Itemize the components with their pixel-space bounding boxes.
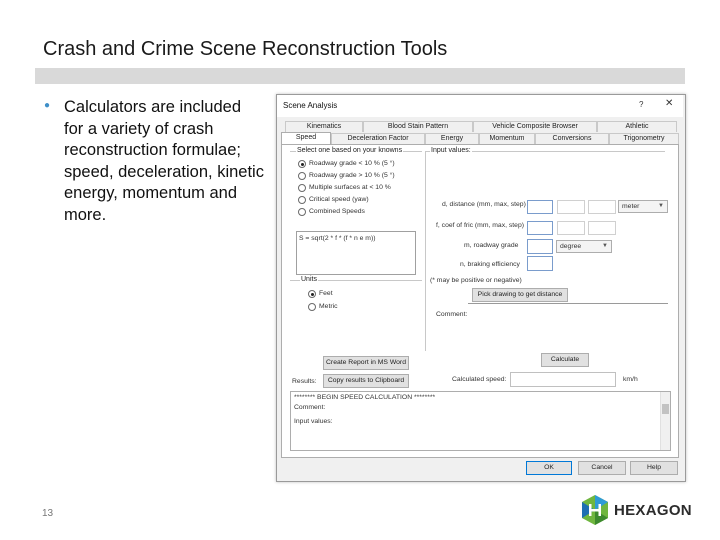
formula-text: S = sqrt(2 * f * (f * n e m)) — [299, 235, 376, 242]
known-group-title: Select one based on your knowns — [297, 147, 403, 154]
pick-drawing-button[interactable]: Pick drawing to get distance — [472, 288, 568, 302]
bullet-text: Calculators are included for a variety of crash reconstruction formulae; speed, deceleration, kinetic energy, momentum and more. — [64, 98, 264, 224]
option-4-label: Critical speed (yaw) — [309, 196, 369, 203]
results-label: Results: — [292, 378, 317, 385]
tab-momentum[interactable]: Momentum — [479, 133, 535, 144]
hexagon-logo-text: HEXAGON — [614, 502, 692, 519]
create-report-button[interactable]: Create Report in MS Word — [323, 356, 409, 370]
distance-unit-value: meter — [622, 203, 640, 210]
grade-input[interactable] — [527, 239, 553, 254]
page-number: 13 — [42, 508, 54, 519]
tab-conversions[interactable]: Conversions — [535, 133, 609, 144]
copy-results-button[interactable]: Copy results to Clipboard — [323, 374, 409, 388]
option-1-label: Roadway grade < 10 % (5 °) — [309, 160, 395, 167]
braking-input[interactable] — [527, 256, 553, 271]
dialog-title-bar — [277, 95, 683, 117]
grade-note: (* may be positive or negative) — [430, 277, 522, 284]
formula-box — [296, 231, 416, 275]
feet-label: Feet — [319, 290, 333, 297]
tab-trigonometry[interactable]: Trigonometry — [609, 133, 679, 144]
units-group-title: Units — [301, 276, 317, 283]
radio-metric[interactable] — [308, 303, 316, 311]
calculated-speed-output — [510, 372, 616, 387]
hexagon-logo-icon — [580, 494, 610, 526]
tab-kinematics[interactable]: Kinematics — [285, 121, 363, 132]
distance-step-input[interactable] — [588, 200, 616, 214]
results-line-2: Comment: — [294, 404, 326, 411]
tab-vehicle-composite-browser[interactable]: Vehicle Composite Browser — [473, 121, 597, 132]
calculate-button[interactable]: Calculate — [541, 353, 589, 367]
tab-blood-stain-pattern[interactable]: Blood Stain Pattern — [363, 121, 473, 132]
scrollbar-thumb[interactable] — [662, 404, 669, 414]
tab-energy[interactable]: Energy — [425, 133, 479, 144]
slide-title: Crash and Crime Scene Reconstruction Tools — [43, 38, 448, 60]
bullet-icon: ● — [44, 100, 51, 111]
braking-field-label: n, braking efficiency — [460, 261, 520, 268]
grade-unit-select[interactable] — [556, 240, 612, 253]
cancel-button[interactable]: Cancel — [578, 461, 626, 475]
help-button[interactable]: Help — [630, 461, 678, 475]
distance-field-label: d, distance (mm, max, step) — [442, 201, 526, 208]
tab-speed[interactable]: Speed — [281, 132, 331, 145]
results-line-3: Input values: — [294, 418, 333, 425]
input-group-left-border — [425, 151, 426, 351]
speed-tab-panel — [281, 144, 679, 458]
help-icon[interactable]: ? — [639, 100, 644, 109]
results-textarea[interactable] — [290, 391, 671, 451]
friction-step-input[interactable] — [588, 221, 616, 235]
results-scrollbar[interactable] — [660, 392, 670, 450]
distance-min-input[interactable] — [527, 200, 553, 214]
comment-label: Comment: — [436, 311, 468, 318]
tab-deceleration-factor[interactable]: Deceleration Factor — [331, 133, 425, 144]
radio-option-2[interactable] — [298, 172, 306, 180]
speed-unit-label: km/h — [623, 376, 638, 383]
chevron-down-icon: ▼ — [602, 243, 608, 249]
chevron-down-icon: ▼ — [658, 203, 664, 209]
close-icon[interactable]: ✕ — [665, 98, 674, 109]
comment-input[interactable] — [468, 303, 668, 304]
radio-option-1[interactable] — [298, 160, 306, 168]
radio-option-5[interactable] — [298, 208, 306, 216]
calculated-speed-label: Calculated speed: — [452, 376, 507, 383]
grade-field-label: m, roadway grade — [464, 242, 519, 249]
scene-analysis-dialog — [276, 94, 686, 482]
ok-button[interactable]: OK — [526, 461, 572, 475]
dialog-title: Scene Analysis — [283, 101, 338, 110]
option-5-label: Combined Speeds — [309, 208, 365, 215]
tab-athletic[interactable]: Athletic — [597, 121, 677, 132]
friction-min-input[interactable] — [527, 221, 553, 235]
distance-max-input[interactable] — [557, 200, 585, 214]
option-3-label: Multiple surfaces at < 10 % — [309, 184, 391, 191]
option-2-label: Roadway grade > 10 % (5 °) — [309, 172, 395, 179]
grade-unit-value: degree — [560, 243, 582, 250]
radio-option-4[interactable] — [298, 196, 306, 204]
title-underline-bar — [35, 68, 685, 84]
radio-option-3[interactable] — [298, 184, 306, 192]
radio-feet[interactable] — [308, 290, 316, 298]
metric-label: Metric — [319, 303, 338, 310]
results-line-1: ******** BEGIN SPEED CALCULATION ******** — [294, 394, 436, 401]
input-group-title: Input values: — [431, 147, 471, 154]
friction-max-input[interactable] — [557, 221, 585, 235]
friction-field-label: f, coef of fric (mm, max, step) — [436, 222, 524, 229]
distance-unit-select[interactable] — [618, 200, 668, 213]
